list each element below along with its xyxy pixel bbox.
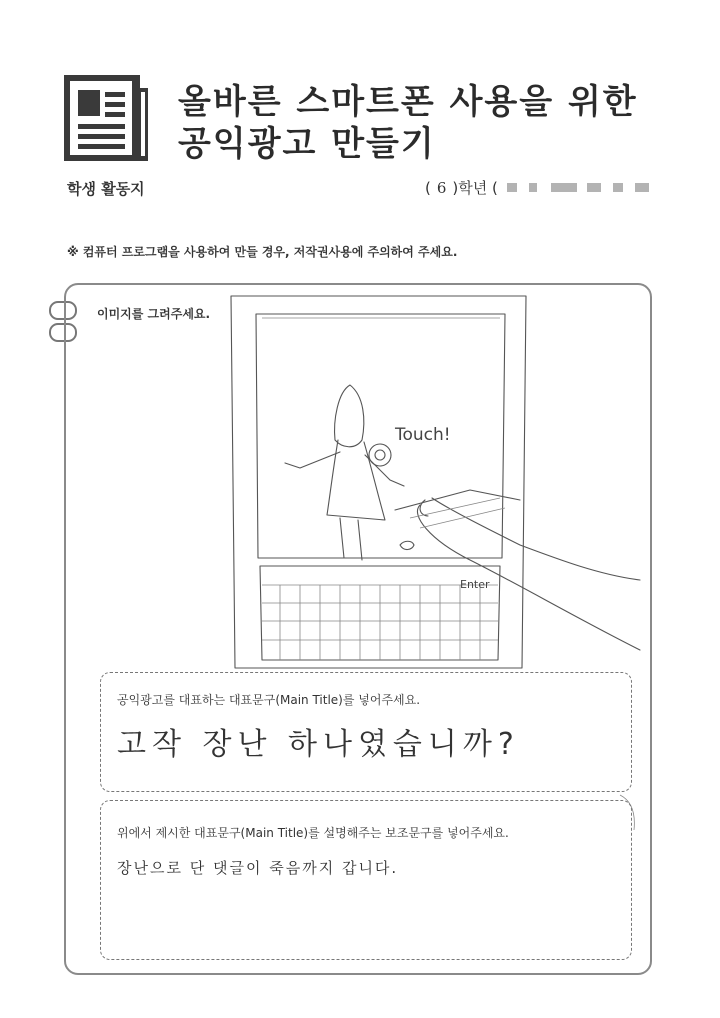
copyright-notice: ※ 컴퓨터 프로그램을 사용하여 만들 경우, 저작권사용에 주의하여 주세요. (67, 245, 458, 259)
sub-title-instruction: 위에서 제시한 대표문구(Main Title)를 설명해주는 보조문구를 넣어주세요. (117, 826, 509, 840)
newspaper-icon (64, 75, 148, 161)
drawing-instruction: 이미지를 그려주세요. (97, 307, 211, 321)
page-title-line1: 올바른 스마트폰 사용을 위한 (178, 82, 638, 122)
sub-title-answer: 장난으로 단 댓글이 죽음까지 갑니다. (117, 859, 399, 877)
grade-open-paren: ( (425, 179, 431, 197)
sheet-label: 학생 활동지 (67, 180, 145, 198)
grade-info (425, 177, 498, 198)
grade-suffix: )학년 ( (452, 179, 498, 197)
redacted-student-name (507, 180, 657, 196)
page-title-line2: 공익광고 만들기 (178, 124, 436, 164)
grade-value: 6 (436, 179, 447, 197)
main-title-answer: 고작 장난 하나였습니까? (117, 727, 520, 762)
main-title-instruction: 공익광고를 대표하는 대표문구(Main Title)를 넣어주세요. (117, 693, 421, 707)
enter-label: Enter (460, 578, 490, 591)
touch-label: Touch! (395, 425, 451, 445)
